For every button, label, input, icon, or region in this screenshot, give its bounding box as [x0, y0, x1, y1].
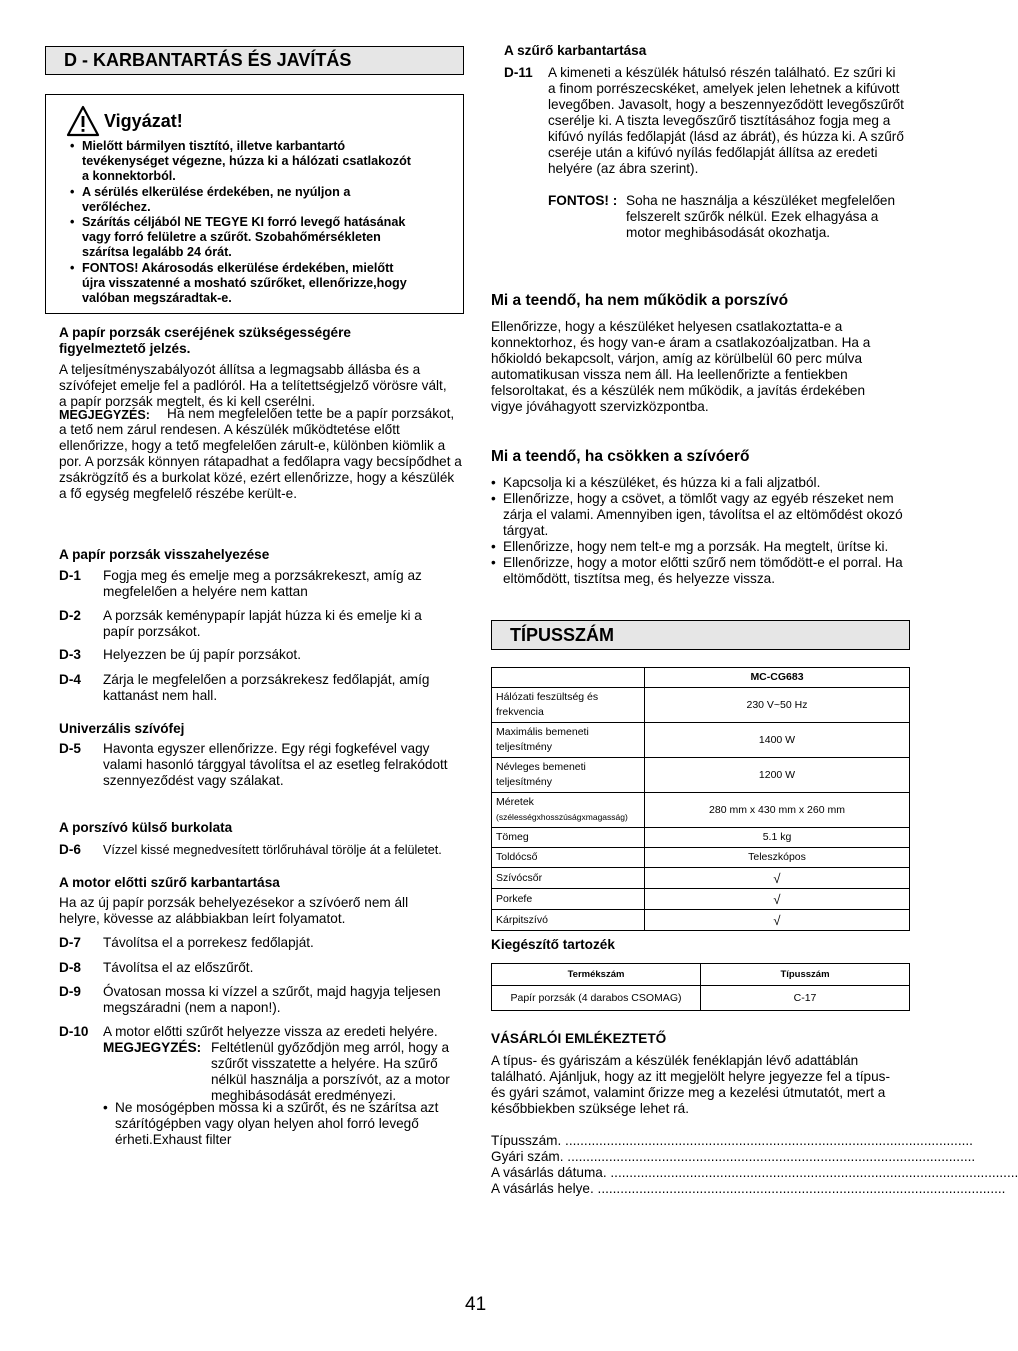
spec-label: Kárpitszívó	[492, 910, 645, 931]
suction-item: • Ellenőrizze, hogy a csövet, a tömlőt vagy az egyéb részeket nem zárja el valami. Amennyiben igen, távolítsa el az eltömődést okozó tárgyat.	[491, 491, 911, 539]
field-serial-number: Gyári szám. ............................................................................................................	[491, 1149, 976, 1164]
step-label: D-2	[59, 608, 81, 623]
spec-label: Toldócső	[492, 848, 645, 868]
replace-heading: A papír porzsák visszahelyezése	[59, 547, 270, 562]
spec-value: 5.1 kg	[645, 828, 910, 848]
step-label: D-7	[59, 935, 81, 950]
suction-heading: Mi a teendő, ha csökken a szívóerő	[491, 448, 750, 465]
accessory-code: C-17	[701, 986, 910, 1011]
step-row	[59, 647, 449, 663]
suction-list	[491, 475, 911, 587]
warning-item: • Szárítás céljából NE TEGYE KI forró levegő hatásának vagy forró felületre a szűrőt. Szobahőmérsékleten szárítsa legalább 24 órát.	[70, 215, 420, 261]
step-row	[59, 842, 469, 858]
indicator-text: A teljesítményszabályozót állítsa a legmagsabb állásba és a szívófejet emelje fel a padlóról. Ha a telítettségjelző vörösre vált, a papír porzsák megtelt, és ki kell cserélni.	[59, 362, 447, 409]
motor-note-label: MEGJEGYZÉS:	[103, 1040, 202, 1055]
indicator-note-label: MEGJEGYZÉS:	[59, 408, 150, 422]
not-working-heading: Mi a teendő, ha nem működik a porszívó	[491, 292, 789, 309]
spec-label: Porkefe	[492, 889, 645, 910]
suction-item: • Ellenőrizze, hogy a motor előtti szűrő nem tömődött-e el porral. Ha eltömődött, tisztítsa meg, és helyezze vissza.	[491, 555, 911, 587]
suction-item: • Ellenőrizze, hogy nem telt-e mg a porzsák. Ha megtelt, ürítse ki.	[491, 539, 911, 555]
warning-list	[70, 139, 420, 306]
spec-value: 1400 W	[645, 723, 910, 758]
spec-label: Hálózati feszültség és frekvencia	[492, 688, 645, 723]
exhaust-heading: A szűrő karbantartása	[504, 43, 647, 58]
step-label: D-4	[59, 672, 81, 687]
indicator-heading: A papír porzsák cseréjének szükségességére figyelmeztető jelzés.	[59, 325, 351, 356]
page-number: 41	[465, 1294, 487, 1315]
motor-filter-heading: A motor előtti szűrő karbantartása	[59, 875, 280, 890]
spec-value: √	[645, 910, 910, 931]
spec-label: Maximális bemeneti teljesítmény	[492, 723, 645, 758]
warning-title: Vigyázat!	[104, 111, 183, 131]
indicator-note: Ha nem megfelelően tette be a papír porzsákot, a tető nem zárul rendesen. A készülék működtetése előtt ellenőrizze, hogy a tető megfelelően zárult-e, különben kiömlik a por. A porzsák könnyen rátapadhat a fedőlapra vagy becsípődhet a zsákrögzítő és a burkolat közé, ezért ellenőrizze, hogy a készülék a fő egység megfelelő részébe került-e.	[59, 406, 462, 501]
motor-filter-intro: Ha az új papír porzsák behelyezésekor a szívóerő nem áll helyre, kövesse az alábbiakban leírt folyamatot.	[59, 895, 409, 926]
step-text: A motor előtti szűrőt helyezze vissza az eredeti helyére.	[103, 1024, 438, 1039]
warning-item: • Mielőtt bármilyen tisztító, illetve karbantartó tevékenységet végezne, húzza ki a hálózati csatlakozót a konnektorból.	[70, 139, 420, 185]
step-row	[59, 741, 451, 789]
warning-item: • A sérülés elkerülése érdekében, ne nyúljon a verőléchez.	[70, 185, 420, 215]
step-text: A porzsák keménypapír lapját húzza ki és emelje ki a papír porzsákot.	[103, 608, 422, 639]
step-row	[59, 984, 464, 1016]
spec-value: Teleszkópos	[645, 848, 910, 868]
step-label: D-10	[59, 1024, 89, 1039]
spec-label: Névleges bemeneti teljesítmény	[492, 758, 645, 793]
step-label: D-5	[59, 741, 81, 756]
step-label: D-3	[59, 647, 81, 662]
step-text: Helyezzen be új papír porzsákot.	[103, 647, 301, 662]
spec-model: MC-CG683	[645, 668, 910, 688]
spec-label: Szívócsőr	[492, 868, 645, 889]
nozzle-heading: Univerzális szívófej	[59, 721, 185, 736]
step-label: D-6	[59, 842, 81, 857]
step-text: Vízzel kissé megnedvesített törlőruhával törölje át a felületet.	[103, 843, 442, 857]
motor-filter-bullets	[103, 1100, 463, 1148]
step-label: D-1	[59, 568, 81, 583]
field-purchase-place: A vásárlás helye. ............................................................................................................	[491, 1181, 1006, 1196]
section-title-type: TÍPUSSZÁM	[491, 620, 910, 650]
step-label: D-8	[59, 960, 81, 975]
warning-icon	[66, 105, 100, 137]
exhaust-important-label: FONTOS! :	[548, 193, 618, 208]
step-text: Óvatosan mossa ki vízzel a szűrőt, majd hagyja teljesen megszáradni (nem a napon!).	[103, 984, 441, 1015]
step-row	[59, 608, 449, 640]
step-text: Távolítsa el az előszűrőt.	[103, 960, 254, 975]
accessory-col-header: Termékszám	[492, 964, 701, 986]
section-title-maintenance: D - KARBANTARTÁS ÉS JAVÍTÁS	[45, 46, 464, 75]
spec-value: 280 mm x 430 mm x 260 mm	[645, 793, 910, 828]
step-row	[504, 65, 904, 177]
spec-value: 1200 W	[645, 758, 910, 793]
step-row	[59, 672, 451, 704]
spec-table	[491, 667, 910, 931]
step-text: Fogja meg és emelje meg a porzsákrekeszt, amíg az megfelelően a helyére nem kattan	[103, 568, 422, 599]
warning-box	[45, 94, 464, 314]
spec-value: 230 V~50 Hz	[645, 688, 910, 723]
suction-item: • Kapcsolja ki a készüléket, és húzza ki a fali aljzatból.	[491, 475, 911, 491]
motor-note: Feltétlenül győződjön meg arról, hogy a szűrőt visszatette a helyére. Ha szűrő nélkül használja a porszívót, az a motor meghibásodását eredményezi.	[211, 1040, 450, 1103]
step-row	[59, 568, 449, 600]
step-label: D-11	[504, 65, 533, 80]
reminder-text: A típus- és gyáriszám a készülék fenéklapján lévő adattáblán található. Ajánljuk, hogy az itt megjelölt helyre jegyezze fel a típus- és gyári számot, valamint őrizze meg a kezelési útmutatót, mert a későbbiekben szüksége lehet rá.	[491, 1053, 890, 1116]
motor-filter-bullet: • Ne mosógépben mossa ki a szűrőt, és ne szárítsa azt szárítógépben vagy olyan helyen ahol forró levegő érheti.Exhaust filter	[103, 1100, 463, 1148]
accessory-heading: Kiegészítő tartozék	[491, 937, 615, 952]
reminder-heading: VÁSÁRLÓI EMLÉKEZTETŐ	[491, 1031, 667, 1046]
exhaust-important: Soha ne használja a készüléket megfelelően felszerelt szűrők nélkül. Ezek elhagyása a motor meghibásodását okozhatja.	[626, 193, 896, 240]
accessory-table	[491, 963, 910, 1011]
field-type-number: Típusszám. ............................................................................................................	[491, 1133, 973, 1148]
spec-value: √	[645, 889, 910, 910]
spec-value: √	[645, 868, 910, 889]
spec-label: Méretek (szélességxhosszúságxmagasság)	[492, 793, 645, 828]
accessory-col-header: Típusszám	[701, 964, 910, 986]
step-text: A kimeneti a készülék hátulsó részén található. Ez szűri ki a finom porrészecskéket, amelyek jelen lehetnek a kifúvott levegőben. Javasolt, hogy a beszennyeződött levegőszűrőt cserélje ki. A tiszta levegőszűrő tisztításához fogja meg a kifúvó nyílás fedőlapját (lásd az ábrát), és húzza ki. A szűrő cseréje után a kifúvó nyílás fedőlapját állítsa az eredeti helyére (az ábra szerint).	[548, 65, 904, 176]
step-text: Zárja le megfelelően a porzsákrekesz fedőlapját, amíg kattanást nem hall.	[103, 672, 430, 703]
step-row	[59, 960, 451, 976]
step-label: D-9	[59, 984, 81, 999]
step-text: Havonta egyszer ellenőrizze. Egy régi fogkefével vagy valami hasonló tárggyal távolítsa el az esetleg felrakódott szennyeződést vagy szálakat.	[103, 741, 448, 788]
body-care-heading: A porszívó külső burkolata	[59, 820, 233, 835]
not-working-text: Ellenőrizze, hogy a készüléket helyesen csatlakoztatta-e a konnektorhoz, és hogy van-e áram a csatlakozóaljzatban. Ha a hőkioldó bekapcsolt, várjon, amíg az körülbelül 60 perc múlva automatikusan vissza nem áll. Ha leellenőrizte a fentiekben felsoroltakat, és a készülék nem működik, a javítás érdekében vigye jóváhagyott szervizközpontba.	[491, 319, 871, 414]
warning-item: • FONTOS! Akárosodás elkerülése érdekében, mielőtt újra visszatenné a mosható szűrőket, ellenőrizze,hogy valóban megszáradtak-e.	[70, 261, 420, 307]
step-text: Távolítsa el a porrekesz fedőlapját.	[103, 935, 314, 950]
field-purchase-date: A vásárlás dátuma. ............................................................................................................	[491, 1165, 1018, 1180]
step-row	[59, 935, 451, 951]
accessory-item: Papír porzsák (4 darabos CSOMAG)	[492, 986, 701, 1011]
step-row	[59, 1024, 464, 1040]
spec-label: Tömeg	[492, 828, 645, 848]
